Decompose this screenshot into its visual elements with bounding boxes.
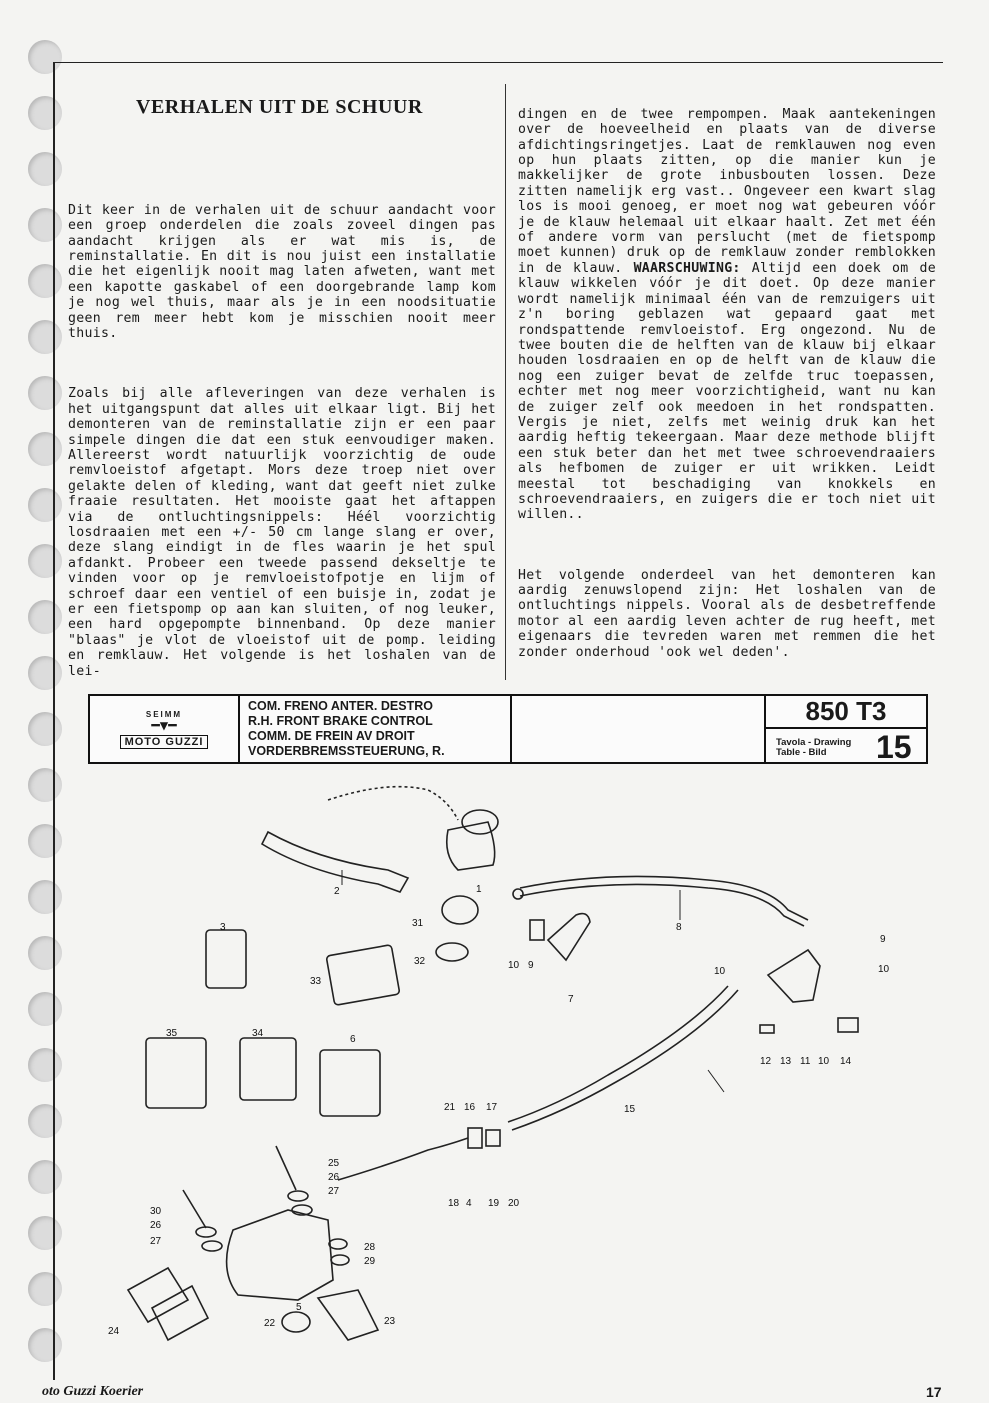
- part-label: 11: [800, 1056, 811, 1067]
- article-column-left: [68, 172, 505, 724]
- caliper-22: [227, 1210, 333, 1300]
- part-label: 19: [488, 1198, 500, 1209]
- part-label: 21: [444, 1102, 456, 1113]
- brake-lever: [262, 832, 408, 892]
- part-label: 5: [296, 1302, 302, 1313]
- parts-title-plate: [88, 694, 928, 764]
- part-label: 13: [780, 1056, 792, 1067]
- part-label: 12: [760, 1056, 772, 1067]
- part-label: 10: [818, 1056, 830, 1067]
- pads-24: [128, 1268, 188, 1322]
- description-line: COM. FRENO ANTER. DESTRO: [248, 699, 433, 713]
- union-11: [768, 950, 820, 1002]
- parts-diagram: [88, 770, 948, 1370]
- part-label: 24: [108, 1326, 120, 1337]
- part-label: 18: [448, 1198, 460, 1209]
- switch-14: [838, 1018, 858, 1032]
- table-label-line: Tavola - Drawing: [776, 736, 852, 748]
- part-label: 10: [714, 966, 726, 977]
- bag-34: [240, 1038, 296, 1100]
- part-label: 25: [328, 1158, 340, 1169]
- part-label: 15: [624, 1104, 636, 1115]
- banjo-7: [548, 914, 590, 960]
- brake-pipe: [338, 1138, 468, 1180]
- washer-10: [513, 889, 523, 899]
- part-label: 35: [166, 1028, 178, 1039]
- logo-seimm-text: SEIMM: [145, 709, 183, 719]
- bolt-25: [276, 1146, 296, 1190]
- part-label: 30: [150, 1206, 162, 1217]
- part-label: 34: [252, 1028, 264, 1039]
- part-label: 1: [476, 884, 482, 895]
- part-label: 9: [528, 960, 534, 971]
- part-description: [240, 696, 512, 762]
- part-label: 27: [328, 1186, 340, 1197]
- article-column-right: [518, 76, 945, 705]
- part-label: 28: [364, 1242, 376, 1253]
- paragraph: [518, 106, 945, 523]
- part-label: 33: [310, 976, 322, 987]
- part-label: 22: [264, 1318, 276, 1329]
- clamp-17: [486, 1130, 500, 1146]
- description-line: R.H. FRONT BRAKE CONTROL: [248, 714, 433, 728]
- part-label: 7: [568, 994, 574, 1005]
- pad-spring-23: [318, 1290, 378, 1340]
- part-label: 26: [328, 1172, 340, 1183]
- reservoir-cap: [462, 810, 498, 834]
- eagle-icon: ━▼━: [151, 717, 177, 734]
- part-label: 10: [508, 960, 520, 971]
- description-line: COMM. DE FREIN AV DROIT: [248, 729, 415, 743]
- page-number: 17: [926, 1384, 942, 1400]
- bolt-30: [183, 1190, 206, 1228]
- part-label: 17: [486, 1102, 498, 1113]
- clamp-16: [468, 1128, 482, 1148]
- part-label: 16: [464, 1102, 476, 1113]
- article: [66, 76, 945, 680]
- plate-blank-cell: [512, 696, 766, 762]
- piston-5: [282, 1312, 310, 1332]
- table-number: 15: [876, 729, 912, 765]
- part-label: 31: [412, 918, 424, 929]
- hose-8: [520, 876, 808, 920]
- model-name: 850 T3: [766, 696, 926, 729]
- part-label: 29: [364, 1256, 376, 1267]
- seimm-logo: [90, 696, 240, 762]
- bag-6: [320, 1050, 380, 1116]
- logo-brand-text: MOTO GUZZI: [120, 735, 209, 749]
- part-label: 4: [466, 1198, 472, 1209]
- part-label: 10: [878, 964, 890, 975]
- bolt-12: [760, 1025, 774, 1033]
- bag-35: [146, 1038, 206, 1108]
- seal-32: [436, 943, 468, 961]
- paragraph: Het volgende onderdeel van het demonteren kan aardig zenuwslopend zijn: Het loshalen van de ontluchtings nippels. Vooral als de desbetreffende motor al een aardig leven achter de rug heeft, met eigenaars die tevreden waren met remmen die het zonder onderhoud 'ook wel deden'.: [518, 567, 945, 660]
- part-label: 9: [880, 934, 886, 945]
- part-label: 26: [150, 1220, 162, 1231]
- table-label: [776, 738, 876, 758]
- table-label-line: Table - Bild: [776, 746, 827, 758]
- article-title: VERHALEN UIT DE SCHUUR: [136, 96, 423, 118]
- paragraph: Dit keer in de verhalen uit de schuur aandacht voor een groep onderdelen die zoals zoveel dingen pas aandacht krijgen als er wat mis is, de reminstallatie. En dit is nou juist een installatie die het eigenlijk nooit mag laten afweten, want met een kapotte gaskabel of een doorgebrande lamp kom je nog wel thuis, maar als je in een noodsituatie geen rem meer hebt kom je misschien nooit meer thuis.: [68, 202, 505, 342]
- column-divider: [505, 84, 506, 680]
- part-label: 8: [676, 922, 682, 933]
- model-cell: [766, 696, 926, 765]
- part-label: 2: [334, 886, 340, 897]
- part-label: 20: [508, 1198, 520, 1209]
- part-label: 3: [220, 922, 226, 933]
- bag-3: [206, 930, 246, 988]
- part-label: 23: [384, 1316, 396, 1327]
- footer-publication: oto Guzzi Koerier: [42, 1384, 144, 1399]
- description-line: VORDERBREMSSTEUERUNG, R.: [248, 744, 445, 758]
- part-label: 14: [840, 1056, 852, 1067]
- bag-33: [326, 945, 400, 1006]
- paragraph: Zoals bij alle afleveringen van deze verhalen is het uitgangspunt dat alles uit elkaar ligt. Bij het demonteren van de reminstallatie zijn er een paar simpele dingen die dat een stuk eenvoudiger maken. Allereerst wordt natuurlijk voorzichtig de oude remvloeistof afgetapt. Mors deze troep niet over gelakte delen of kleding, want dat geeft niet zulke fraaie resultaten. Het mooiste gaat het aftappen via de ontluchtingsnippels: Héél voorzichtig losdraaien met een +/- 50 cm lange slang er over, deze slang eindigt in de fles waarin je het spul afdankt. Probeer een tweede passend dekseltje te vinden voor op je remvloeistofpotje en lijm of schroef daar een ventiel of een buisje in, zodat je er een fietspomp op aan kan sluiten, of nog leuker, een hard opgepompte binnenband. Op deze manier "blaas" je vlot de vloeistof uit de pomp. leiding en remklauw. Het volgende is het loshalen van de lei-: [68, 386, 505, 679]
- warning-label: WAARSCHUWING:: [633, 260, 741, 276]
- cap-31: [442, 896, 478, 924]
- part-label: 6: [350, 1034, 356, 1045]
- exploded-parts-drawing: [88, 770, 948, 1370]
- part-label: 27: [150, 1236, 162, 1247]
- master-cylinder: [447, 822, 495, 870]
- table-number-row: [766, 729, 926, 766]
- bolt-9: [530, 920, 544, 940]
- paragraph-text: dingen en de twee rempompen. Maak aantekeningen over de hoeveelheid en plaats van de diverse afdichtingsringetjes. Laat de remklauwen nog even op hun plaats zitten, op die manier kun je makkelijker de grote inbusbouten lossen. Deze zitten namelijk erg vast.. Ongeveer een kwart slag los is mooi genoeg, er moet nog wat gebeuren vóór je de klauw helemaal uit elkaar haalt. Zet met één of andere vorm van perslucht (met de fietspomp moet kunnen) druk op de remklauw zonder remblokken in de klauw.: [518, 106, 945, 276]
- hose-15: [508, 986, 728, 1122]
- ghost-lever: [328, 787, 458, 820]
- part-label: 32: [414, 956, 426, 967]
- paragraph-text: Altijd een doek om de klauw wikkelen vóór je dit doet. Op deze manier wordt namelijk minimaal één van de remzuigers uit z'n boring geblazen wat gepaard gaat met rondspattende remvloeistof. Erg ongezond. Nu de twee bouten die de helften van de klauw bij elkaar houden losdraaien en op de helft van de klauw die nog een zuiger bevat de zelfde truc toepassen, echter met nog meer voorzichtigheid, want nu kan de zuiger zelf ook meedoen in het rondspatten. Vergis je niet, zelfs met weinig druk kan het aardig heftig tekeergaan. Maar deze methode blijft een stuk beter dan het met twee schroevendraaiers als hefbomen de zuiger er uit wrikken. Leidt meestal tot beschadiging van knokkels en schroevendraaiers, en zuigers die er toch niet uit willen..: [518, 260, 945, 523]
